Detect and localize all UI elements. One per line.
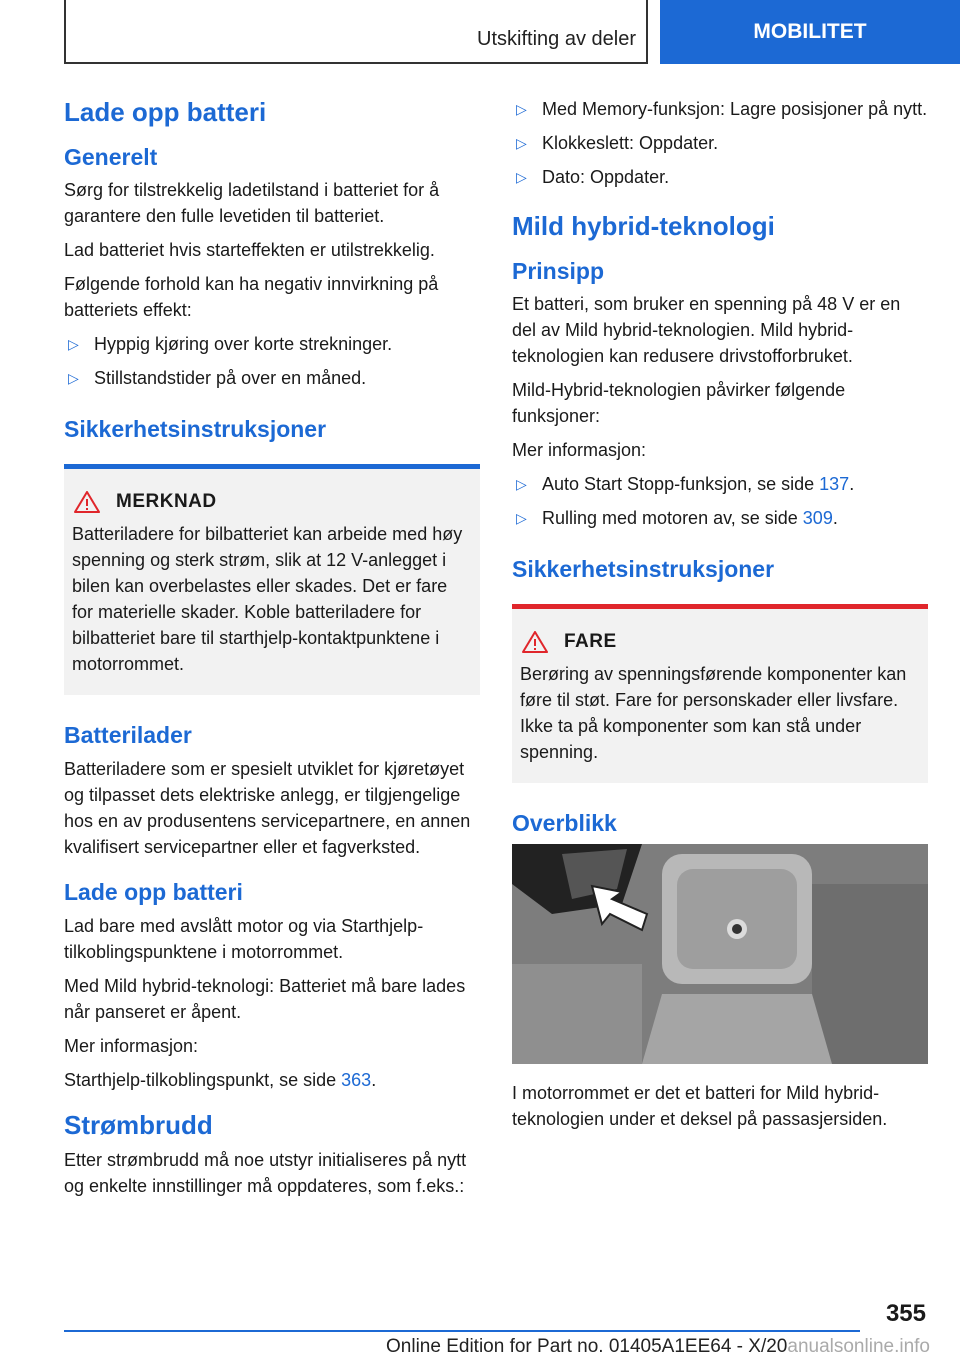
page-title: Lade opp batteri [64, 97, 267, 127]
list-item: ▷ Med Memory-funksjon: Lagre posisjoner på nytt. [512, 96, 928, 122]
bullet-list [512, 471, 928, 531]
paragraph: Batteriladere som er spesielt utviklet for kjøretøyet og tilpasset dets elektriske anlegg, er tilgjengelige hos en av produsentens servicepartnere, en annen kvalifisert servicepartner eller et fagverksted. [64, 758, 471, 857]
heading-principle: Prinsipp [512, 257, 605, 284]
heading-safety: Sikkerhetsinstruksjoner [512, 556, 775, 583]
triangle-bullet-icon: ▷ [516, 135, 527, 151]
page-link[interactable]: 363 [341, 1069, 372, 1090]
paragraph: Med Mild hybrid-teknologi: Batteriet må bare lades når panseret er åpent. [64, 975, 466, 1022]
photo-caption: I motorrommet er det et batteri for Mild hybrid-teknologien under et deksel på passasjersiden. [512, 1082, 888, 1129]
list-item: ▷ Dato: Oppdater. [512, 164, 928, 190]
list-item: ▷ Auto Start Stopp-funksjon, se side 137. [512, 471, 928, 497]
paragraph: Et batteri, som bruker en spenning på 48 V er en del av Mild hybrid-teknologien. Mild hybrid-teknologien kan redusere drivstofforbruket. [512, 294, 901, 367]
heading-outage: Strømbrudd [64, 1109, 213, 1140]
danger-text: Berøring av spenningsførende komponenter kan føre til støt. Fare for personskader eller livsfare. Ikke ta på komponenter som kan stå under spenning. [520, 664, 907, 762]
paragraph: Lad batteriet hvis starteffekten er utilstrekkelig. [64, 240, 435, 261]
warning-icon [522, 631, 548, 653]
list-item: ▷ Stillstandstider på over en måned. [64, 365, 480, 391]
heading-charger: Batterilader [64, 722, 192, 748]
footer-edition: Online Edition for Part no. 01405A1EE64 - X/20anualsonline.info [386, 1336, 930, 1357]
paragraph: Mild-Hybrid-teknologien påvirker følgende funksjoner: [512, 380, 846, 427]
bullet-list [512, 96, 928, 190]
danger-title: FARE [564, 631, 617, 652]
heading-generelt: Generelt [64, 143, 158, 170]
page-number: 355 [885, 1300, 926, 1327]
notice-text: Batteriladere for bilbatteriet kan arbeide med høy spenning og sterk strøm, slik at 12 V-anlegget i bilen kan overbelastes eller skades. Det er fare for materielle skader. Koble batteriladere for bilbatteriet bare til starthjelp-kontaktpunktene i motorrommet. [72, 524, 463, 674]
footer-rule [64, 1330, 860, 1332]
list-item: ▷ Klokkeslett: Oppdater. [512, 130, 928, 156]
triangle-bullet-icon: ▷ [68, 336, 79, 353]
triangle-bullet-icon: ▷ [68, 370, 79, 387]
triangle-bullet-icon: ▷ [516, 169, 527, 185]
heading-hybrid: Mild hybrid-teknologi [512, 211, 775, 241]
list-item: ▷ Hyppig kjøring over korte strekninger. [64, 331, 480, 357]
triangle-bullet-icon: ▷ [516, 476, 527, 493]
page-link[interactable]: 309 [802, 508, 833, 529]
list-item: ▷ Rulling med motoren av, se side 309. [512, 505, 928, 531]
left-column [64, 96, 480, 1207]
warning-icon [74, 491, 100, 513]
notice-title: MERKNAD [116, 491, 217, 512]
heading-overview: Overblikk [512, 810, 617, 836]
heading-charge: Lade opp batteri [64, 878, 243, 905]
triangle-bullet-icon: ▷ [516, 101, 527, 117]
paragraph: Etter strømbrudd må noe utstyr initialiseres på nytt og enkelte innstillinger må oppdateres, som f.eks.: [64, 1150, 467, 1196]
notice-box [64, 464, 480, 695]
paragraph: Sørg for tilstrekkelig ladetilstand i batteriet for å garantere den fulle levetiden til batteriet. [64, 180, 440, 227]
paragraph: Mer informasjon: [64, 1035, 199, 1056]
paragraph: Lad bare med avslått motor og via Starthjelp-tilkoblingspunktene i motorrommet. [64, 915, 424, 962]
triangle-bullet-icon: ▷ [516, 510, 527, 527]
page-link[interactable]: 137 [819, 474, 850, 495]
paragraph: Mer informasjon: [512, 440, 647, 461]
right-column [512, 96, 928, 1140]
paragraph: Følgende forhold kan ha negativ innvirkning på batteriets effekt: [64, 274, 439, 321]
section-title: Utskifting av deler [477, 28, 636, 50]
watermark: anualsonline.info [787, 1336, 930, 1357]
bullet-list [64, 331, 480, 391]
danger-box [512, 604, 928, 783]
chapter-tab[interactable]: MOBILITET [660, 0, 960, 64]
reference: Starthjelp-tilkoblingspunkt, se side 363. [64, 1069, 377, 1090]
heading-safety: Sikkerhetsinstruksjoner [64, 416, 327, 443]
engine-bay-photo [512, 844, 928, 1064]
